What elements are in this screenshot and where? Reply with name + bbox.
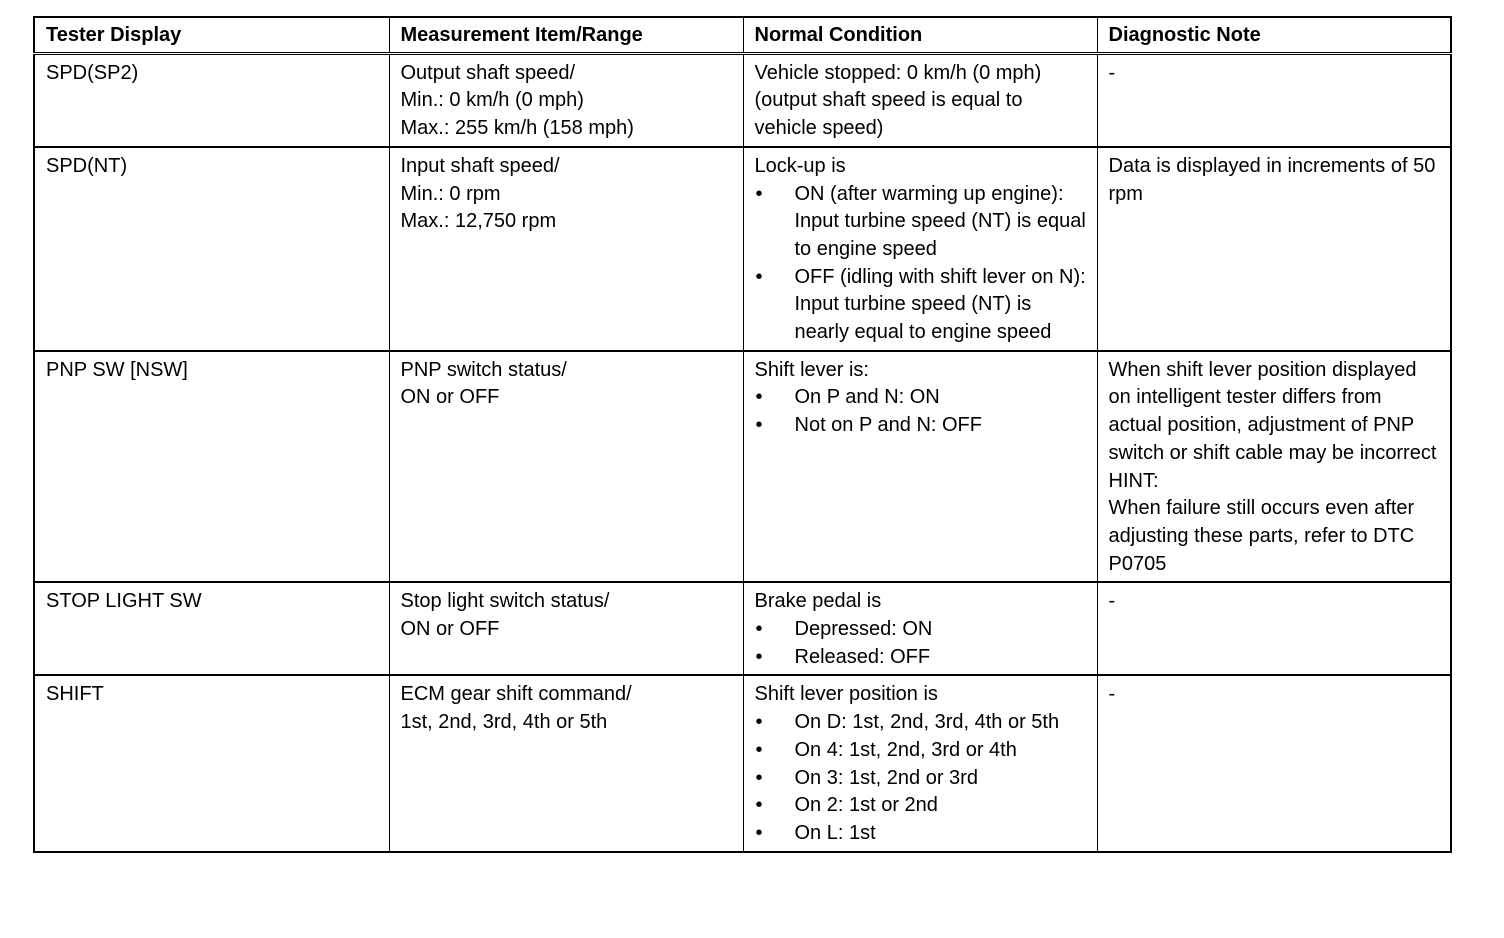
diagnostic-note-line: When shift lever position displayed on intelligent tester differs from actual position, adjustment of PNP switch or shift cable may be incorrect — [1108, 358, 1437, 464]
list-item — [755, 737, 1087, 765]
measurement-cell — [389, 147, 743, 351]
table-row — [34, 147, 1451, 351]
list-item — [755, 709, 1087, 737]
bullet-icon: • — [755, 766, 763, 789]
diagnostic-note-cell — [1097, 582, 1451, 675]
header-diagnostic-note: Diagnostic Note — [1097, 17, 1451, 53]
table-row — [34, 53, 1451, 147]
header-row — [34, 17, 1451, 53]
list-item — [755, 765, 1087, 793]
measurement-line: Output shaft speed/ — [400, 61, 576, 84]
measurement-line: ON or OFF — [400, 618, 500, 641]
measurement-line: Max.: 255 km/h (158 mph) — [400, 117, 634, 140]
list-item-text: ON (after warming up engine): Input turbine speed (NT) is equal to engine speed — [794, 182, 1086, 260]
normal-condition-intro: Brake pedal is — [754, 590, 882, 613]
bullet-icon: • — [755, 738, 763, 761]
normal-condition-cell — [743, 53, 1097, 147]
list-item-text: On L: 1st — [794, 821, 876, 844]
normal-condition-list — [755, 709, 1087, 848]
measurement-line: Input shaft speed/ — [400, 154, 560, 177]
bullet-icon: • — [755, 711, 763, 734]
normal-condition-cell — [743, 675, 1097, 851]
bullet-icon: • — [755, 414, 763, 437]
data-list-table — [33, 16, 1452, 853]
list-item — [755, 384, 1087, 412]
tester-display-cell: SPD(SP2) — [34, 53, 389, 147]
bullet-icon: • — [755, 265, 763, 288]
measurement-line: 1st, 2nd, 3rd, 4th or 5th — [400, 711, 608, 734]
data-list-sheet — [33, 16, 1450, 853]
header-measurement-item: Measurement Item/Range — [389, 17, 743, 53]
diagnostic-note-line: Data is displayed in increments of 50 rpm — [1108, 154, 1436, 205]
list-item-text: On 2: 1st or 2nd — [794, 794, 938, 817]
list-item-text: On 4: 1st, 2nd, 3rd or 4th — [794, 738, 1017, 761]
list-item-text: On 3: 1st, 2nd or 3rd — [794, 766, 978, 789]
normal-condition-intro: Shift lever is: — [754, 358, 869, 381]
normal-condition-list — [755, 616, 1087, 671]
list-item-text: Released: OFF — [794, 645, 931, 668]
measurement-cell — [389, 351, 743, 583]
table-row — [34, 582, 1451, 675]
list-item — [755, 820, 1087, 848]
measurement-cell — [389, 53, 743, 147]
list-item — [755, 181, 1087, 264]
normal-condition-cell — [743, 147, 1097, 351]
list-item — [755, 792, 1087, 820]
diagnostic-note-cell — [1097, 53, 1451, 147]
measurement-line: ECM gear shift command/ — [400, 683, 632, 706]
tester-display-cell: PNP SW [NSW] — [34, 351, 389, 583]
table-body — [34, 53, 1451, 851]
normal-condition-intro: Shift lever position is — [754, 683, 938, 706]
diagnostic-note-line: - — [1108, 61, 1116, 84]
bullet-icon: • — [755, 386, 763, 409]
header-tester-display: Tester Display — [34, 17, 389, 53]
tester-display-cell: SPD(NT) — [34, 147, 389, 351]
measurement-line: ON or OFF — [400, 386, 500, 409]
measurement-cell — [389, 675, 743, 851]
measurement-line: Min.: 0 km/h (0 mph) — [400, 89, 584, 112]
diagnostic-note-line: When failure still occurs even after adjusting these parts, refer to DTC P0705 — [1108, 497, 1415, 575]
measurement-line: Max.: 12,750 rpm — [400, 210, 557, 233]
diagnostic-note-cell — [1097, 147, 1451, 351]
list-item-text: On D: 1st, 2nd, 3rd, 4th or 5th — [794, 711, 1060, 734]
list-item-text: On P and N: ON — [794, 386, 940, 409]
tester-display-cell: SHIFT — [34, 675, 389, 851]
list-item-text: OFF (idling with shift lever on N): Input turbine speed (NT) is nearly equal to engine speed — [794, 265, 1086, 344]
list-item-text: Depressed: ON — [794, 618, 933, 641]
normal-condition-list — [755, 181, 1087, 347]
diagnostic-note-cell — [1097, 351, 1451, 583]
list-item — [755, 616, 1087, 644]
diagnostic-note-line: - — [1108, 683, 1116, 706]
normal-condition-list — [755, 384, 1087, 439]
bullet-icon: • — [755, 618, 763, 641]
bullet-icon: • — [755, 794, 763, 817]
diagnostic-note-cell — [1097, 675, 1451, 851]
list-item — [755, 644, 1087, 672]
diagnostic-note-line: - — [1108, 590, 1116, 613]
list-item-text: Not on P and N: OFF — [794, 414, 982, 437]
measurement-line: PNP switch status/ — [400, 358, 567, 381]
normal-condition-cell — [743, 351, 1097, 583]
header-normal-condition: Normal Condition — [743, 17, 1097, 53]
diagnostic-note-line: HINT: — [1108, 469, 1159, 492]
measurement-cell — [389, 582, 743, 675]
normal-condition-intro: Lock-up is — [754, 154, 846, 177]
normal-condition-intro: Vehicle stopped: 0 km/h (0 mph) (output shaft speed is equal to vehicle speed) — [754, 61, 1042, 140]
tester-display-cell: STOP LIGHT SW — [34, 582, 389, 675]
bullet-icon: • — [755, 645, 763, 668]
list-item — [755, 412, 1087, 440]
table-row — [34, 351, 1451, 583]
measurement-line: Min.: 0 rpm — [400, 182, 501, 205]
measurement-line: Stop light switch status/ — [400, 590, 610, 613]
bullet-icon: • — [755, 182, 763, 205]
normal-condition-cell — [743, 582, 1097, 675]
bullet-icon: • — [755, 821, 763, 844]
list-item — [755, 264, 1087, 347]
table-row — [34, 675, 1451, 851]
